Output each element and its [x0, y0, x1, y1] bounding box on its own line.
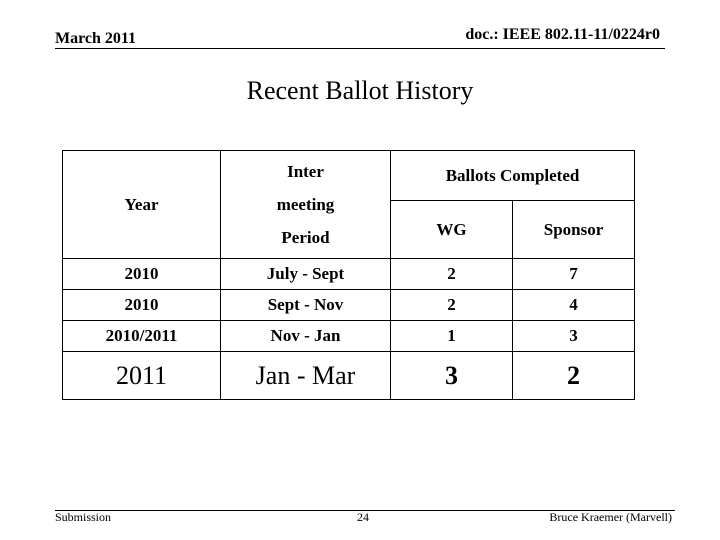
- table-row: [63, 259, 635, 290]
- header-year: Year: [63, 151, 221, 259]
- table-row: [63, 321, 635, 352]
- cell-wg: 2: [391, 290, 513, 321]
- header-wg: WG: [391, 201, 513, 259]
- table-header-row: [63, 151, 635, 201]
- cell-sponsor: 2: [513, 352, 635, 400]
- footer-page-number: 24: [357, 510, 369, 524]
- cell-sponsor: 7: [513, 259, 635, 290]
- header-period-line-1: Inter: [287, 162, 324, 181]
- ballot-history-table: [62, 150, 635, 400]
- header-doc-id: doc.: IEEE 802.11-11/0224r0: [465, 26, 660, 43]
- header-sponsor: Sponsor: [513, 201, 635, 259]
- header-rule: [55, 48, 665, 49]
- header-period-line-3: Period: [281, 228, 330, 247]
- cell-period: July - Sept: [221, 259, 391, 290]
- cell-wg: 3: [391, 352, 513, 400]
- cell-period: Nov - Jan: [221, 321, 391, 352]
- cell-period: Jan - Mar: [221, 352, 391, 400]
- cell-year: 2010/2011: [63, 321, 221, 352]
- cell-sponsor: 3: [513, 321, 635, 352]
- table-row: [63, 290, 635, 321]
- header-period: [221, 151, 391, 259]
- cell-period: Sept - Nov: [221, 290, 391, 321]
- header-period-line-2: meeting: [276, 195, 335, 214]
- cell-year: 2010: [63, 259, 221, 290]
- header-ballots-completed: Ballots Completed: [391, 151, 635, 201]
- slide-title: Recent Ballot History: [246, 76, 474, 105]
- cell-sponsor: 4: [513, 290, 635, 321]
- cell-year: 2011: [63, 352, 221, 400]
- header-date: March 2011: [55, 30, 137, 47]
- footer-submission: Submission: [55, 510, 112, 524]
- cell-year: 2010: [63, 290, 221, 321]
- table-row: [63, 352, 635, 400]
- cell-wg: 2: [391, 259, 513, 290]
- footer-author: Bruce Kraemer (Marvell): [549, 510, 672, 524]
- cell-wg: 1: [391, 321, 513, 352]
